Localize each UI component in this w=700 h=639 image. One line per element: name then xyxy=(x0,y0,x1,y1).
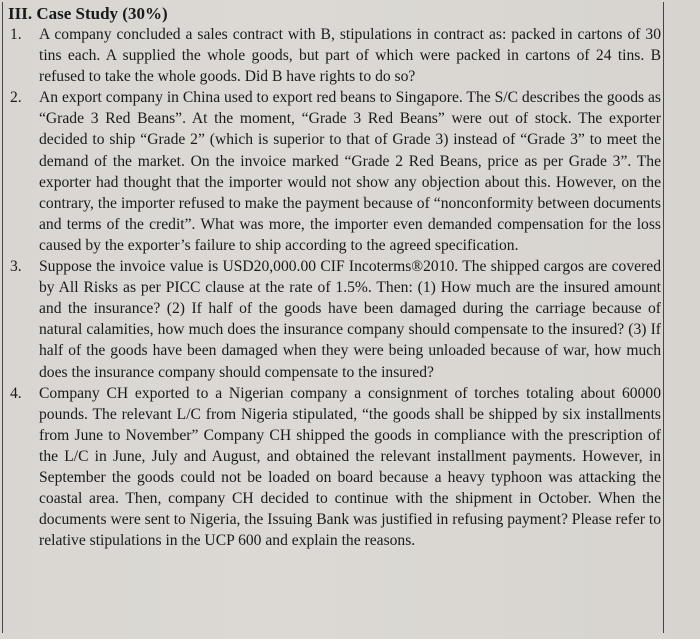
case-number-4: 4. xyxy=(10,384,22,402)
case-text-2: An export company in China used to export red beans to Singapore. The S/C describes the goods as “Grade 3 Red Beans”. At the moment, “Grade 3 Red Beans” were out of stock. The exporter decided to ship “Grade 2” (which is superior to that of Grade 3) instead of “Grade 3” to meet the demand of the market. On the invoice marked “Grade 2 Red Beans, price as per Grade 3”. The exporter had thought that the importer would not show any objection about this. However, on the contrary, the importer refused to make the payment because of “nonconformity between documents and terms of the credit”. What was more, the importer even demanded compensation for the loss caused by the exporter’s failure to ship according to the agreed specification. xyxy=(39,89,661,254)
case-text-1: A company concluded a sales contract with B, stipulations in contract as: packed in cartons of 30 tins each. A supplied the whole goods, but part of which were packed in cartons of 24 tins. B refused to take the whole goods. Did B have rights to do so? xyxy=(39,26,661,86)
case-item-3 xyxy=(8,256,661,383)
case-text-3: Suppose the invoice value is USD20,000.00 CIF Incoterms®2010. The shipped cargos are covered by All Risks as per PICC clause at the rate of 1.5%. Then: (1) How much are the insured amount and the insurance? (2) If half of the goods have been damaged during the carriage because of natural calamities, how much does the insurance company should compensate to the insured? (3) If half of the goods have been damaged when they were being unloaded because of war, how much does the insurance company should compensate to the insured? xyxy=(39,258,661,381)
case-number-3: 3. xyxy=(10,258,22,276)
case-item-1 xyxy=(8,24,661,87)
case-text-4: Company CH exported to a Nigerian company a consignment of torches totaling about 60000 pounds. The relevant L/C from Nigeria stipulated, “the goods shall be shipped by six installments from June to November” Company CH shipped the goods in compliance with the prescription of the L/C in June, July and August, and obtained the relevant installment payments. However, in September the goods could not be loaded on board because a heavy typhoon was attacking the coastal area. Then, company CH decided to continue with the shipment in October. When the documents were sent to Nigeria, the Issuing Bank was justified in refusing payment? Please refer to relative stipulations in the UCP 600 and explain the reasons. xyxy=(39,384,661,550)
case-item-4 xyxy=(8,383,661,552)
case-item-2 xyxy=(8,87,661,256)
section-heading: III. Case Study (30%) xyxy=(8,4,168,23)
case-number-1: 1. xyxy=(10,26,22,43)
case-list xyxy=(8,24,690,551)
case-number-2: 2. xyxy=(10,89,22,107)
